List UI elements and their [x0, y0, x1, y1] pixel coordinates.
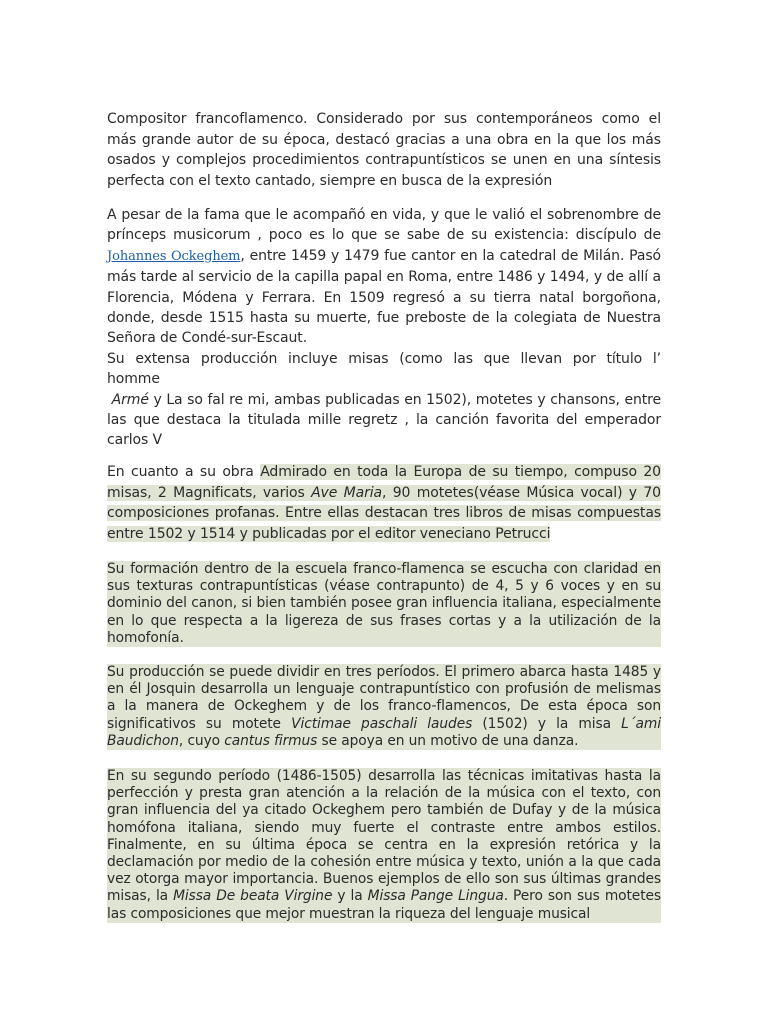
production-line-2: homme: [107, 371, 160, 388]
production-rest: y La so fal re mi, ambas publicadas en 1502), motetes y chansons, entre las que destaca la titulada mille regretz , la canción favorita del emperador carlos V: [107, 391, 661, 449]
obra-highlight-2: , 90 motetes(véase Música vocal) y 70 composiciones profanas. Entre ellas destacan tres libros de misas compuestas entre 1502 y 1514 y publicadas por el editor veneciano Petrucci: [107, 484, 661, 542]
paragraph-obra: [107, 462, 661, 544]
segundo-text-2: y la: [332, 888, 368, 905]
bio-text-2: , entre 1459 y 1479 fue cantor en la catedral de Milán. Pasó más tarde al servicio de la capilla papal en Roma, entre 1486 y 1494, y de allí a Florencia, Módena y Ferrara. En 1509 regresó a su tierra natal borgoñona, donde, desde 1515 hasta su muerte, fue preboste de la colegiata de Nuestra Señora de Condé-sur-Escaut.: [107, 247, 661, 347]
segundo-text-3: . Pero son sus motetes las composiciones que mejor muestran la riqueza del lenguaje musical: [107, 888, 661, 922]
periodos-text-2: (1502) y la misa: [472, 715, 622, 732]
ockeghem-link[interactable]: Johannes Ockeghem: [107, 248, 241, 264]
intro-text: Compositor francoflamenco. Considerado por sus contemporáneos como el más grande autor de su época, destacó gracias a una obra en la que los más osados y complejos procedimientos contrapuntísticos se unen en una síntesis perfecta con el texto cantado, siempre en busca de la expresión: [107, 111, 661, 189]
lami-italic: L´ami Baudichon: [107, 715, 661, 749]
obra-highlight-1: Admirado en toda la Europa de su tiempo, compuso 20 misas, 2 Magnificats, varios: [107, 464, 661, 501]
cantus-italic: cantus firmus: [224, 732, 318, 749]
formacion-text: Su formación dentro de la escuela franco-flamenca se escucha con claridad en sus texturas contrapuntísticas (véase contrapunto) de 4, 5 y 6 voces y en su dominio del canon, si bien también posee gran influencia italiana, especialmente en lo que respecta a la ligereza de sus frases cortas y a la utilización de la homofonía.: [107, 561, 661, 646]
pange-italic: Missa Pange Lingua: [367, 888, 504, 905]
arme-italic: Armé: [111, 391, 149, 408]
ave-maria-italic: Ave Maria: [311, 484, 383, 501]
beata-italic: Missa De beata Virgine: [173, 888, 333, 905]
periodos-text-3: , cuyo: [178, 732, 225, 749]
periodos-text-4: se apoya en un motivo de una danza.: [317, 732, 579, 749]
periodos-text-1: Su producción se puede dividir en tres períodos. El primero abarca hasta 1485 y en él Josquin desarrolla un lenguaje contrapuntístico con profusión de melismas a la manera de Ockeghem y de los franco-flamencos, De esta época son significativos su motete: [107, 664, 661, 732]
victimae-italic: Victimae paschali laudes: [291, 715, 473, 732]
paragraph-periodos: [107, 664, 661, 750]
bio-text-1: A pesar de la fama que le acompañó en vida, y que le valió el sobrenombre de prínceps musicorum , poco es lo que se sabe de su existencia: discípulo de: [107, 207, 661, 244]
paragraph-formacion: [107, 561, 661, 647]
paragraph-biography: [107, 205, 661, 451]
obra-lead: En cuanto a su obra: [107, 464, 261, 480]
segundo-text-1: En su segundo período (1486-1505) desarrolla las técnicas imitativas hasta la perfección y presta gran atención a la relación de la música con el texto, con gran influencia del ya citado Ockeghem pero también de Dufay y de la música homófona italiana, siendo muy fuerte el contraste entre ambos estilos. Finalmente, en su última época se centra en la expresión retórica y la declamación por medio de la cohesión entre música y texto, unión a la que cada vez otorga mayor importancia. Buenos ejemplos de ello son sus últimas grandes misas, la: [107, 768, 661, 905]
paragraph-segundo-periodo: [107, 768, 661, 923]
production-line-1: Su extensa producción incluye misas (como las que llevan por título l’: [107, 350, 661, 367]
paragraph-intro: [107, 109, 661, 191]
